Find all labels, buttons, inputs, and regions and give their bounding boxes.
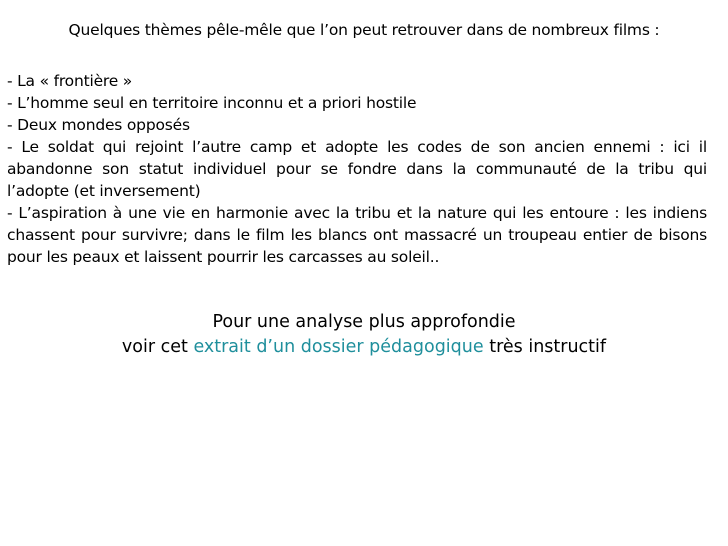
analysis-prefix: voir cet <box>121 337 188 357</box>
theme-list <box>7 70 707 268</box>
dossier-link[interactable]: extrait d’un dossier pédagogique <box>193 337 484 357</box>
analysis-block <box>0 310 728 360</box>
analysis-suffix: très instructif <box>489 337 607 357</box>
theme-item-alone: - L’homme seul en territoire inconnu et a priori hostile <box>7 94 417 112</box>
theme-item-soldier: - Le soldat qui rejoint l’autre camp et adopte les codes de son ancien ennemi : ici il abandonne son statut individuel pour se fondre dans la communauté de la tribu qui l’adopte (et inversement) <box>7 138 707 200</box>
intro-text: Quelques thèmes pêle-mêle que l’on peut retrouver dans de nombreux films : <box>68 21 660 39</box>
theme-item-harmony: - L’aspiration à une vie en harmonie avec la tribu et la nature qui les entoure : les indiens chassent pour survivre; dans le film les blancs ont massacré un troupeau entier de bisons pour les peaux et laissent pourrir les carcasses au soleil.. <box>7 204 707 266</box>
analysis-heading: Pour une analyse plus approfondie <box>212 312 516 332</box>
theme-item-frontier: - La « frontière » <box>7 72 133 90</box>
theme-item-worlds: - Deux mondes opposés <box>7 116 190 134</box>
analysis-link-row <box>0 335 728 360</box>
